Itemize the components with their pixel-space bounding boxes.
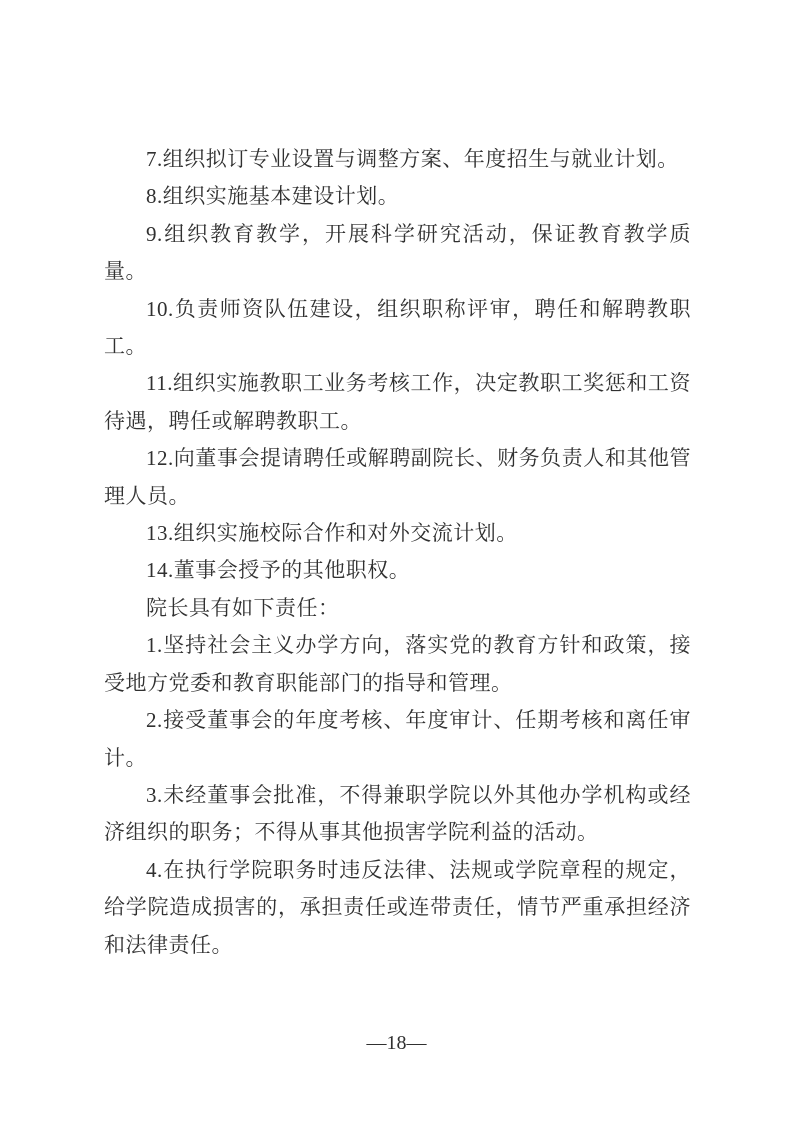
paragraph: 10.负责师资队伍建设，组织职称评审，聘任和解聘教职工。 xyxy=(104,296,691,359)
paragraph: 院长具有如下责任： xyxy=(146,595,340,620)
paragraph: 14.董事会授予的其他职权。 xyxy=(146,558,411,583)
paragraph: 2.接受董事会的年度考核、年度审计、任期考核和离任审计。 xyxy=(104,708,691,770)
paragraph: 8.组织实施基本建设计划。 xyxy=(146,184,400,209)
paragraph: 4.在执行学院职务时违反法律、法规或学院章程的规定，给学院造成损害的，承担责任或连带责任，情节严重承担经济和法律责任。 xyxy=(104,857,691,957)
page-footer xyxy=(0,1031,793,1055)
paragraph: 13.组织实施校际合作和对外交流计划。 xyxy=(146,521,518,546)
paragraph: 7.组织拟订专业设置与调整方案、年度招生与就业计划。 xyxy=(146,147,679,171)
paragraph: 1.坚持社会主义办学方向，落实党的教育方针和政策，接受地方党委和教育职能部门的指导和管理。 xyxy=(104,633,691,695)
document-body xyxy=(104,141,691,964)
page-number: —18— xyxy=(366,1032,427,1054)
paragraph: 12.向董事会提请聘任或解聘副院长、财务负责人和其他管理人员。 xyxy=(104,446,691,508)
paragraph: 3.未经董事会批准，不得兼职学院以外其他办学机构或经济组织的职务；不得从事其他损害学院利益的活动。 xyxy=(104,782,691,845)
paragraph: 11.组织实施教职工业务考核工作，决定教职工奖惩和工资待遇，聘任或解聘教职工。 xyxy=(104,371,691,433)
paragraph: 9.组织教育教学，开展科学研究活动，保证教育教学质量。 xyxy=(104,221,691,284)
